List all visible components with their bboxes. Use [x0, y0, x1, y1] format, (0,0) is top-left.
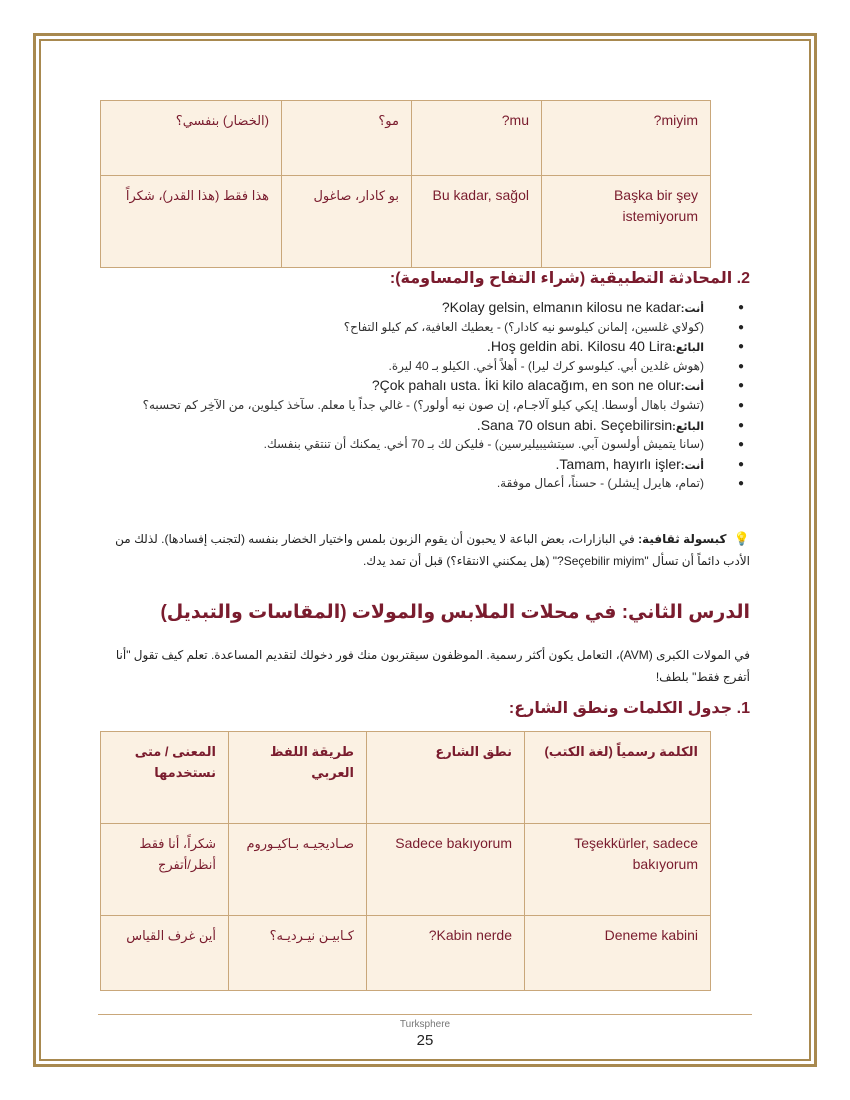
- dialog-text: Hoş geldin abi. Kilosu 40 Lira.: [486, 338, 673, 355]
- dialog-line: [100, 318, 750, 338]
- table-header-row: [101, 732, 711, 824]
- table-header-cell: الكلمة رسمياً (لغة الكتب): [525, 732, 711, 824]
- footer-brand: Turksphere: [399, 1019, 451, 1030]
- table-cell: شكراً، أنا فقط أنظر/أتفرج: [101, 824, 229, 916]
- table-row: [101, 176, 711, 268]
- dialog-text: (تمام، هايرل إيشلر) - حسناً، أعمال موفقة.: [496, 476, 704, 491]
- cultural-tip: [100, 528, 750, 572]
- tip-text: في البازارات، بعض الباعة لا يحبون أن يقوم الزبون بلمس واختيار الخضار بنفسه (لتجنب إفسادها). لذلك من الأدب دائماً أن تسأل "Seçebilir miyim?" (هل يمكنني الانتقاء؟) قبل أن تمد يدك.: [115, 532, 750, 568]
- speaker-label: أنت:: [680, 459, 704, 472]
- footer-divider: [98, 1014, 752, 1015]
- table-cell: صـاديجيـه بـاكيـوروم: [229, 824, 367, 916]
- dialog-line: [100, 435, 750, 455]
- table-header-cell: طريقة اللفظ العربي: [229, 732, 367, 824]
- section-heading-dialog: [390, 268, 750, 288]
- speaker-label: أنت:: [680, 381, 704, 394]
- dialog-line: [100, 298, 750, 318]
- dialog-text: Kolay gelsin, elmanın kilosu ne kadar?: [441, 299, 681, 315]
- lesson-title: الدرس الثاني: في محلات الملابس والمولات (المقاسات والتبديل): [160, 602, 750, 623]
- table-cell: هذا فقط (هذا القدر)، شكراً: [101, 176, 282, 268]
- table-cell: مو؟: [282, 101, 412, 176]
- dialog-text: Sana 70 olsun abi. Seçebilirsin.: [476, 416, 673, 433]
- table-header-cell: المعنى / متى نستخدمها: [101, 732, 229, 824]
- dialog-text: (سانا يتميش أولسون آبي. سيتشيبيليرسين) - فليكن لك بـ 70 أخي. يمكنك أن تنتقي بنفسك.: [263, 437, 704, 452]
- speaker-label: أنت:: [680, 303, 704, 315]
- dialog-line: [100, 416, 750, 436]
- dialog-text: Tamam, hayırlı işler.: [555, 455, 681, 472]
- table-cell: Sadece bakıyorum: [367, 824, 525, 916]
- dialog-line: [100, 376, 750, 396]
- section-number: 1.: [736, 700, 750, 717]
- table-cell: Bu kadar, sağol: [412, 176, 542, 268]
- table-cell: بو كادار، صاغول: [282, 176, 412, 268]
- table-cell: Kabin nerde?: [367, 916, 525, 991]
- dialog-text: (هوش غلدين أبي. كيلوسو كرك ليرا) - أهلاً أخي. الكيلو بـ 40 ليرة.: [388, 358, 704, 373]
- dialog-list: [100, 298, 750, 494]
- vocab-table: [100, 731, 711, 991]
- table-cell: miyim?: [542, 101, 711, 176]
- table-header-cell: نطق الشارع: [367, 732, 525, 824]
- section-title: المحادثة التطبيقية (شراء التفاح والمساومة):: [389, 270, 733, 287]
- dialog-line: [100, 337, 750, 357]
- section-heading-vocab: [509, 698, 750, 718]
- table-cell: (الخضار) بنفسي؟: [101, 101, 282, 176]
- table-cell: Teşekkürler, sadece bakıyorum: [525, 824, 711, 916]
- table-row: [101, 916, 711, 991]
- lightbulb-icon: 💡: [733, 531, 750, 546]
- dialog-text: (تشوك باهال أوسطا. إيكي كيلو آلاجـام، إن صون نيه أولور؟) - غالي جداً يا معلم. سآخذ كيلوين، من الآخِر كم تحسبه؟: [142, 397, 704, 412]
- speaker-label: البائع:: [672, 420, 704, 433]
- table-row: [101, 824, 711, 916]
- dialog-line: [100, 357, 750, 377]
- tip-label: كبسولة ثقافية:: [638, 532, 727, 546]
- table-cell: Başka bir şey istemiyorum: [542, 176, 711, 268]
- section-number: 2.: [736, 270, 750, 287]
- table-cell: أين غرف القياس: [101, 916, 229, 991]
- speaker-label: البائع:: [672, 342, 704, 355]
- table-row: [101, 101, 711, 176]
- section-title: جدول الكلمات ونطق الشارع:: [508, 700, 733, 717]
- dialog-line: [100, 474, 750, 494]
- lesson-intro: في المولات الكبرى (AVM)، التعامل يكون أكثر رسمية. الموظفون سيقتربون منك فور دخولك لتقديم المساعدة. تعلم كيف تقول "أنا أتفرج فقط" بلطف!: [115, 648, 750, 684]
- dialog-line: [100, 455, 750, 475]
- table-cell: mu?: [412, 101, 542, 176]
- table-cell: كـابيـن نيـرديـه؟: [229, 916, 367, 991]
- dialog-line: [100, 396, 750, 416]
- table-cell: Deneme kabini: [525, 916, 711, 991]
- vocab-table-continued: [100, 100, 711, 268]
- dialog-text: Çok pahalı usta. İki kilo alacağım, en son ne olur?: [371, 377, 681, 394]
- page-number: 25: [416, 1032, 434, 1049]
- dialog-text: (كولاي غلسين، إلمانن كيلوسو نيه كادار؟) - يعطيك العافية، كم كيلو التفاح؟: [343, 319, 704, 334]
